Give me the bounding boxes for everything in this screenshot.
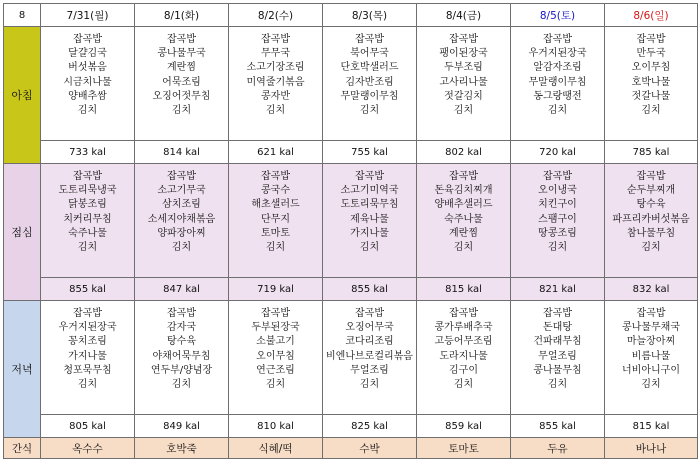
menu-item: 소고기무국	[157, 185, 206, 197]
menu-item: 김자반조림	[345, 76, 394, 88]
calorie-value: 859 kal	[417, 415, 511, 438]
menu-item: 단호박샐러드	[340, 62, 399, 74]
menu-item: 양배추샐러드	[434, 199, 493, 211]
snack-cell: 수박	[323, 438, 417, 459]
menu-item: 두부된장국	[251, 322, 300, 334]
menu-item: 무말랭이무침	[528, 76, 587, 88]
menu-item: 젓갈나물	[631, 90, 671, 102]
menu-item: 스팸구이	[538, 213, 577, 225]
menu-item: 김치	[453, 379, 474, 391]
menu-cell	[511, 27, 605, 141]
menu-item: 치킨구이	[538, 199, 577, 211]
menu-item: 잡곡밥	[167, 308, 196, 319]
day-header-saturday: 8/5(토)	[511, 4, 605, 27]
header-row	[4, 4, 698, 27]
menu-item: 동그랑땡전	[533, 90, 582, 102]
menu-item: 알감자조림	[533, 62, 582, 74]
menu-cell	[229, 301, 323, 415]
day-header: 8/3(목)	[323, 4, 417, 27]
calorie-value: 785 kal	[605, 141, 698, 164]
menu-item: 마늘장아찌	[626, 336, 676, 348]
calorie-value: 810 kal	[229, 415, 323, 438]
menu-item: 김치	[453, 242, 474, 254]
menu-item: 비엔나브로컬리볶음	[326, 350, 413, 362]
snack-cell: 바나나	[605, 438, 698, 459]
menu-item: 소세지야채볶음	[147, 213, 216, 225]
menu-item: 무말랭이무침	[340, 90, 399, 102]
menu-item: 김치	[641, 105, 661, 117]
weekly-menu-table	[3, 3, 698, 459]
menu-item: 젓갈김치	[444, 90, 483, 102]
menu-item: 무무국	[261, 48, 290, 60]
menu-item: 건파래무침	[533, 336, 582, 348]
menu-item: 김치	[359, 242, 380, 254]
menu-item: 도라지나물	[439, 350, 488, 362]
meal-row-lunch	[4, 164, 698, 278]
snack-cell: 두유	[511, 438, 605, 459]
menu-item: 김치	[265, 105, 286, 117]
calorie-value: 733 kal	[41, 141, 135, 164]
menu-item: 잡곡밥	[543, 171, 572, 182]
menu-item: 닭봉조림	[68, 199, 107, 211]
menu-item: 도토리묵냉국	[58, 185, 117, 197]
menu-item: 숙주나물	[68, 227, 107, 239]
menu-item: 김치	[171, 379, 192, 391]
menu-item: 김치	[641, 379, 661, 391]
menu-item: 계란찜	[449, 227, 478, 239]
menu-item: 잡곡밥	[636, 34, 666, 45]
snack-cell: 옥수수	[41, 438, 135, 459]
menu-item: 고등어무조림	[434, 336, 493, 348]
calorie-value: 832 kal	[605, 278, 698, 301]
menu-item: 김치	[265, 379, 286, 391]
menu-item: 호박나물	[631, 76, 671, 88]
meal-row-dinner	[4, 301, 698, 415]
menu-item: 두부조림	[444, 62, 483, 74]
calorie-value: 802 kal	[417, 141, 511, 164]
day-header: 7/31(월)	[41, 4, 135, 27]
menu-item: 잡곡밥	[167, 171, 196, 182]
snack-cell: 토마토	[417, 438, 511, 459]
calorie-value: 815 kal	[605, 415, 698, 438]
menu-item: 숙주나물	[444, 213, 483, 225]
menu-item: 잡곡밥	[543, 34, 572, 45]
menu-item: 잡곡밥	[543, 308, 572, 319]
menu-item: 비름나물	[631, 350, 671, 362]
calorie-value: 814 kal	[135, 141, 229, 164]
menu-item: 콩가루배추국	[434, 322, 493, 334]
menu-item: 제육나물	[350, 213, 389, 225]
menu-item: 잡곡밥	[261, 34, 290, 45]
menu-item: 우거지된장국	[58, 322, 117, 334]
meal-label-dinner: 저녁	[4, 301, 41, 438]
menu-item: 콩자반	[261, 90, 290, 102]
menu-item: 콩국수	[261, 185, 290, 197]
meal-label-snack: 간식	[4, 438, 41, 459]
menu-item: 김치	[171, 242, 192, 254]
menu-item: 북어무국	[350, 48, 389, 60]
menu-item: 양파장아찌	[157, 227, 206, 239]
calorie-value: 815 kal	[417, 278, 511, 301]
menu-cell	[511, 164, 605, 278]
menu-item: 달걀김국	[68, 48, 107, 60]
menu-item: 잡곡밥	[449, 308, 478, 319]
menu-item: 오징어젓무침	[152, 90, 211, 102]
menu-cell	[41, 164, 135, 278]
calorie-value: 821 kal	[511, 278, 605, 301]
day-header: 8/1(화)	[135, 4, 229, 27]
menu-item: 꽁치조림	[68, 336, 107, 348]
menu-cell	[605, 301, 698, 415]
calorie-value: 855 kal	[511, 415, 605, 438]
menu-item: 토마토	[261, 227, 290, 239]
menu-item: 삼치조림	[162, 199, 201, 211]
kal-row-dinner	[4, 415, 698, 438]
menu-cell	[229, 27, 323, 141]
menu-item: 미역줄기볶음	[246, 76, 305, 88]
menu-item: 해초샐러드	[251, 199, 300, 211]
menu-item: 잡곡밥	[73, 34, 102, 45]
menu-item: 잡곡밥	[355, 308, 384, 319]
menu-item: 땅콩조림	[538, 227, 577, 239]
menu-item: 연근조림	[256, 364, 295, 376]
meal-body	[4, 27, 698, 438]
menu-item: 단무지	[261, 213, 290, 225]
menu-item: 소고기미역국	[340, 185, 399, 197]
menu-item: 파프리카버섯볶음	[612, 213, 690, 225]
menu-cell	[323, 27, 417, 141]
calorie-value: 847 kal	[135, 278, 229, 301]
menu-item: 시금치나물	[63, 76, 112, 88]
menu-item: 참나물무침	[626, 227, 676, 239]
menu-item: 김치	[77, 242, 98, 254]
menu-item: 김치	[547, 379, 568, 391]
menu-item: 콩나물무국	[157, 48, 206, 60]
menu-item: 오이무침	[631, 62, 671, 74]
menu-item: 김치	[265, 242, 286, 254]
menu-item: 잡곡밥	[449, 171, 478, 182]
menu-cell	[135, 301, 229, 415]
menu-item: 어묵조림	[162, 76, 201, 88]
menu-item: 양배추쌈	[68, 90, 107, 102]
menu-item: 야채어묵무침	[152, 350, 211, 362]
menu-cell	[323, 301, 417, 415]
menu-item: 김치	[453, 105, 474, 117]
menu-cell	[135, 164, 229, 278]
menu-cell	[417, 301, 511, 415]
menu-item: 김구이	[449, 364, 478, 376]
menu-item: 잡곡밥	[261, 171, 290, 182]
menu-cell	[41, 301, 135, 415]
menu-item: 코다리조림	[345, 336, 394, 348]
menu-item: 감자국	[167, 322, 196, 334]
menu-item: 잡곡밥	[449, 34, 478, 45]
menu-item: 버섯볶음	[68, 62, 107, 74]
calorie-value: 719 kal	[229, 278, 323, 301]
menu-cell	[605, 164, 698, 278]
menu-item: 우거지된장국	[528, 48, 587, 60]
menu-item: 계란찜	[167, 62, 196, 74]
menu-item: 김치	[171, 105, 192, 117]
meal-row-breakfast	[4, 27, 698, 141]
snack-row	[4, 438, 698, 459]
menu-item: 김치	[641, 242, 661, 254]
menu-cell	[229, 164, 323, 278]
menu-cell	[417, 164, 511, 278]
menu-item: 잡곡밥	[167, 34, 196, 45]
calorie-value: 805 kal	[41, 415, 135, 438]
menu-cell	[41, 27, 135, 141]
calorie-value: 855 kal	[323, 278, 417, 301]
calorie-value: 855 kal	[41, 278, 135, 301]
menu-item: 만두국	[636, 48, 666, 60]
month-label: 8	[4, 4, 41, 27]
menu-item: 탕수육	[636, 199, 666, 211]
menu-item: 무얼조림	[350, 364, 389, 376]
menu-cell	[417, 27, 511, 141]
menu-item: 잡곡밥	[73, 171, 102, 182]
menu-item: 김치	[547, 242, 568, 254]
calorie-value: 849 kal	[135, 415, 229, 438]
menu-item: 오이무침	[256, 350, 295, 362]
menu-item: 돈육김치찌개	[434, 185, 493, 197]
menu-item: 잡곡밥	[636, 171, 666, 182]
menu-item: 잡곡밥	[73, 308, 102, 319]
menu-item: 연두부/양념장	[150, 364, 213, 376]
snack-cell: 호박죽	[135, 438, 229, 459]
menu-item: 팽이된장국	[439, 48, 488, 60]
menu-item: 김치	[359, 105, 380, 117]
kal-row-lunch	[4, 278, 698, 301]
menu-cell	[605, 27, 698, 141]
menu-item: 콩나물무채국	[622, 322, 680, 334]
menu-item: 김치	[77, 105, 98, 117]
menu-item: 도토리묵무침	[340, 199, 399, 211]
calorie-value: 621 kal	[229, 141, 323, 164]
menu-item: 김치	[547, 105, 568, 117]
menu-item: 가지나물	[350, 227, 389, 239]
menu-item: 잡곡밥	[355, 171, 384, 182]
menu-item: 잡곡밥	[636, 308, 666, 319]
menu-item: 소불고기	[256, 336, 295, 348]
kal-row-breakfast	[4, 141, 698, 164]
menu-item: 김치	[77, 379, 98, 391]
snack-cell: 식혜/떡	[229, 438, 323, 459]
meal-label-lunch: 점심	[4, 164, 41, 301]
calorie-value: 825 kal	[323, 415, 417, 438]
day-header: 8/2(수)	[229, 4, 323, 27]
menu-item: 잡곡밥	[355, 34, 384, 45]
menu-item: 돈대탕	[543, 322, 572, 334]
menu-cell	[323, 164, 417, 278]
menu-item: 고사리나물	[439, 76, 488, 88]
menu-item: 콩나물무침	[533, 364, 582, 376]
calorie-value: 720 kal	[511, 141, 605, 164]
menu-cell	[511, 301, 605, 415]
menu-item: 오징어무국	[345, 322, 394, 334]
menu-item: 탕수육	[167, 336, 196, 348]
menu-item: 가지나물	[68, 350, 107, 362]
menu-item: 소고기장조림	[246, 62, 305, 74]
menu-item: 오이냉국	[538, 185, 577, 197]
menu-cell	[135, 27, 229, 141]
menu-item: 잡곡밥	[261, 308, 290, 319]
menu-item: 너비아니구이	[622, 364, 680, 376]
menu-item: 김치	[359, 379, 380, 391]
menu-item: 청포묵무침	[63, 364, 112, 376]
menu-item: 순두부찌개	[626, 185, 676, 197]
day-header: 8/4(금)	[417, 4, 511, 27]
meal-label-breakfast: 아침	[4, 27, 41, 164]
day-header-sunday: 8/6(일)	[605, 4, 698, 27]
menu-item: 무얼조림	[538, 350, 577, 362]
calorie-value: 755 kal	[323, 141, 417, 164]
menu-item: 치커리무침	[63, 213, 112, 225]
